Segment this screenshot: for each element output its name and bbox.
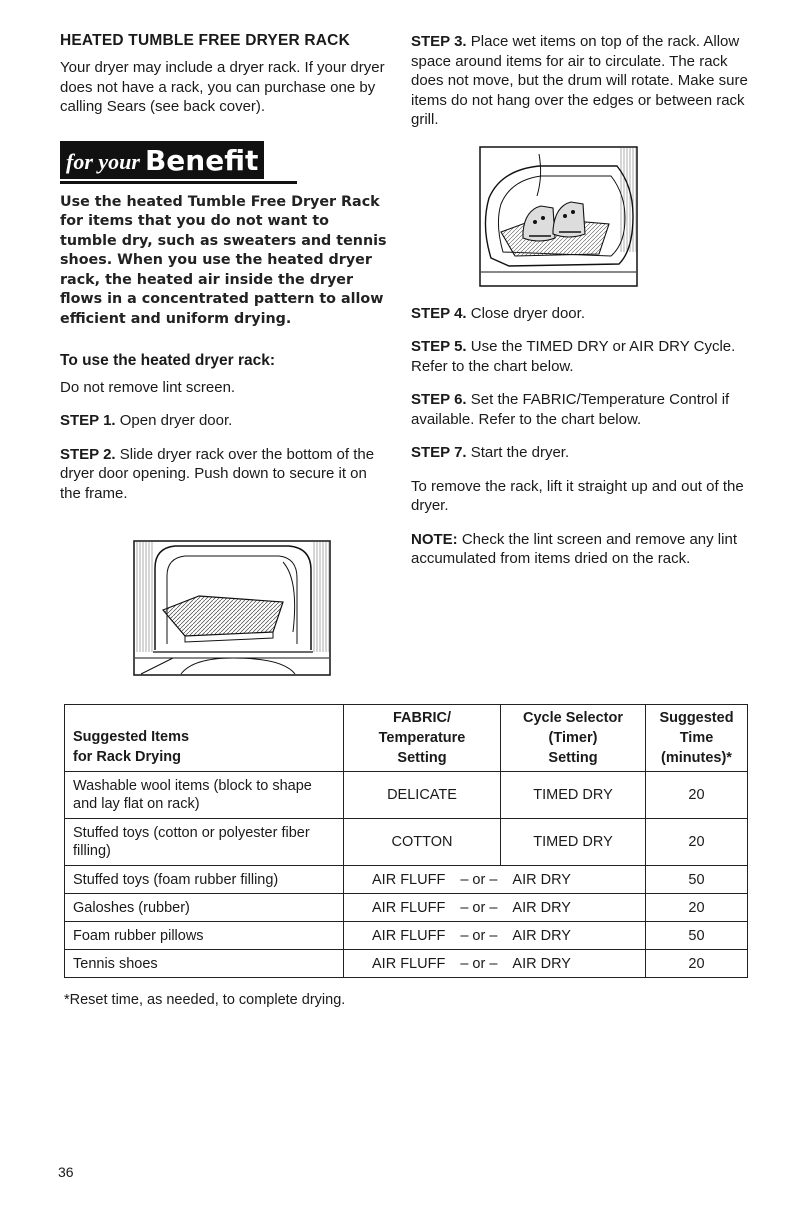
- cycle-setting: AIR DRY: [512, 899, 571, 916]
- time-cell: 20: [646, 894, 748, 922]
- header-cycle-selector: Cycle Selector (Timer) Setting: [501, 705, 646, 772]
- step-5-label: STEP 5.: [411, 338, 467, 355]
- note-paragraph: [411, 530, 751, 569]
- setting-cell: [344, 922, 646, 950]
- item-cell: Galoshes (rubber): [65, 894, 344, 922]
- page-number: 36: [58, 1164, 74, 1180]
- step-7: [411, 443, 751, 463]
- rack-usage-subhead: To use the heated dryer rack:: [60, 352, 276, 369]
- time-cell: 20: [646, 950, 748, 978]
- step-2-text: Slide dryer rack over the bottom of the dryer door opening. Push down to secure it on the frame.: [60, 445, 375, 502]
- table-row: [65, 866, 748, 894]
- table-footnote: *Reset time, as needed, to complete drying.: [64, 992, 346, 1008]
- or-separator: – or –: [460, 899, 498, 916]
- fabric-setting: AIR FLUFF: [372, 899, 446, 916]
- header-suggested-items: Suggested Items for Rack Drying: [65, 705, 344, 772]
- benefit-small-text: for your: [66, 148, 140, 174]
- step-6-label: STEP 6.: [411, 391, 467, 408]
- right-column: [411, 32, 751, 583]
- step-7-label: STEP 7.: [411, 444, 467, 461]
- fabric-setting: AIR FLUFF: [372, 955, 446, 972]
- note-text: Check the lint screen and remove any lint accumulated from items dried on the rack.: [411, 530, 737, 567]
- setting-cell: [344, 866, 646, 894]
- step-4-label: STEP 4.: [411, 304, 467, 322]
- step-7-text: Start the dryer.: [466, 444, 570, 461]
- shoes-on-rack-illustration: [479, 146, 638, 287]
- setting-cell: [344, 950, 646, 978]
- step-3: [411, 32, 751, 130]
- dryer-rack-installed-illustration: [133, 540, 331, 676]
- benefit-paragraph: Use the heated Tumble Free Dryer Rack for items that you do not want to tumble dry, such as sweaters and tennis shoes. When you use the heated dryer rack, the heated air inside the dryer flows in a concentrated pattern to allow efficient and uniform drying.: [60, 193, 387, 327]
- benefit-big-text: Benefit: [144, 143, 259, 177]
- or-separator: – or –: [460, 927, 498, 944]
- cycle-cell: TIMED DRY: [501, 772, 646, 819]
- or-separator: – or –: [460, 871, 498, 888]
- step-1-text: Open dryer door.: [115, 412, 233, 429]
- note-label: NOTE:: [411, 530, 458, 548]
- item-cell: Stuffed toys (foam rubber filling): [65, 866, 344, 894]
- intro-paragraph: Your dryer may include a dryer rack. If your dryer does not have a rack, you can purchase one by calling Sears (see back cover).: [60, 59, 385, 115]
- cycle-cell: TIMED DRY: [501, 819, 646, 866]
- header-suggested-time: Suggested Time (minutes)*: [646, 705, 748, 772]
- fabric-cell: DELICATE: [344, 772, 501, 819]
- or-separator: – or –: [460, 955, 498, 972]
- step-1: [60, 411, 390, 431]
- time-cell: 50: [646, 922, 748, 950]
- table-row: [65, 950, 748, 978]
- left-column: [60, 32, 390, 517]
- table-header-row: [65, 705, 748, 772]
- rack-drying-chart: [64, 704, 748, 978]
- setting-cell: [344, 894, 646, 922]
- fabric-setting: AIR FLUFF: [372, 927, 446, 944]
- item-cell: Washable wool items (block to shape and lay flat on rack): [65, 772, 344, 819]
- cycle-setting: AIR DRY: [512, 955, 571, 972]
- step-3-text: Place wet items on top of the rack. Allow space around items for air to circulate. The rack does not move, but the drum will rotate. Make sure items do not hang over the edges or between rack grill.: [411, 33, 748, 128]
- step-5-text: Use the TIMED DRY or AIR DRY Cycle. Refer to the chart below.: [411, 338, 736, 375]
- step-6: [411, 390, 751, 429]
- step-5: [411, 337, 751, 376]
- time-cell: 50: [646, 866, 748, 894]
- time-cell: 20: [646, 819, 748, 866]
- lint-note: Do not remove lint screen.: [60, 378, 236, 396]
- step-4: [411, 304, 751, 324]
- for-your-benefit-banner: [60, 141, 264, 179]
- step-2: [60, 445, 390, 504]
- fabric-cell: COTTON: [344, 819, 501, 866]
- benefit-rule: [60, 181, 297, 184]
- section-heading: HEATED TUMBLE FREE DRYER RACK: [60, 32, 350, 49]
- step-6-text: Set the FABRIC/Temperature Control if available. Refer to the chart below.: [411, 391, 730, 428]
- header-fabric-temperature: FABRIC/ Temperature Setting: [344, 705, 501, 772]
- step-1-label: STEP 1.: [60, 412, 116, 429]
- item-cell: Stuffed toys (cotton or polyester fiber filling): [65, 819, 344, 866]
- item-cell: Tennis shoes: [65, 950, 344, 978]
- item-cell: Foam rubber pillows: [65, 922, 344, 950]
- table-row: [65, 922, 748, 950]
- time-cell: 20: [646, 772, 748, 819]
- table-row: [65, 772, 748, 819]
- step-2-label: STEP 2.: [60, 445, 116, 463]
- step-4-text: Close dryer door.: [466, 304, 585, 322]
- table-row: [65, 894, 748, 922]
- step-3-label: STEP 3.: [411, 33, 467, 50]
- cycle-setting: AIR DRY: [512, 871, 571, 888]
- table-row: [65, 819, 748, 866]
- fabric-setting: AIR FLUFF: [372, 871, 446, 888]
- remove-rack-paragraph: To remove the rack, lift it straight up and out of the dryer.: [411, 477, 744, 514]
- cycle-setting: AIR DRY: [512, 927, 571, 944]
